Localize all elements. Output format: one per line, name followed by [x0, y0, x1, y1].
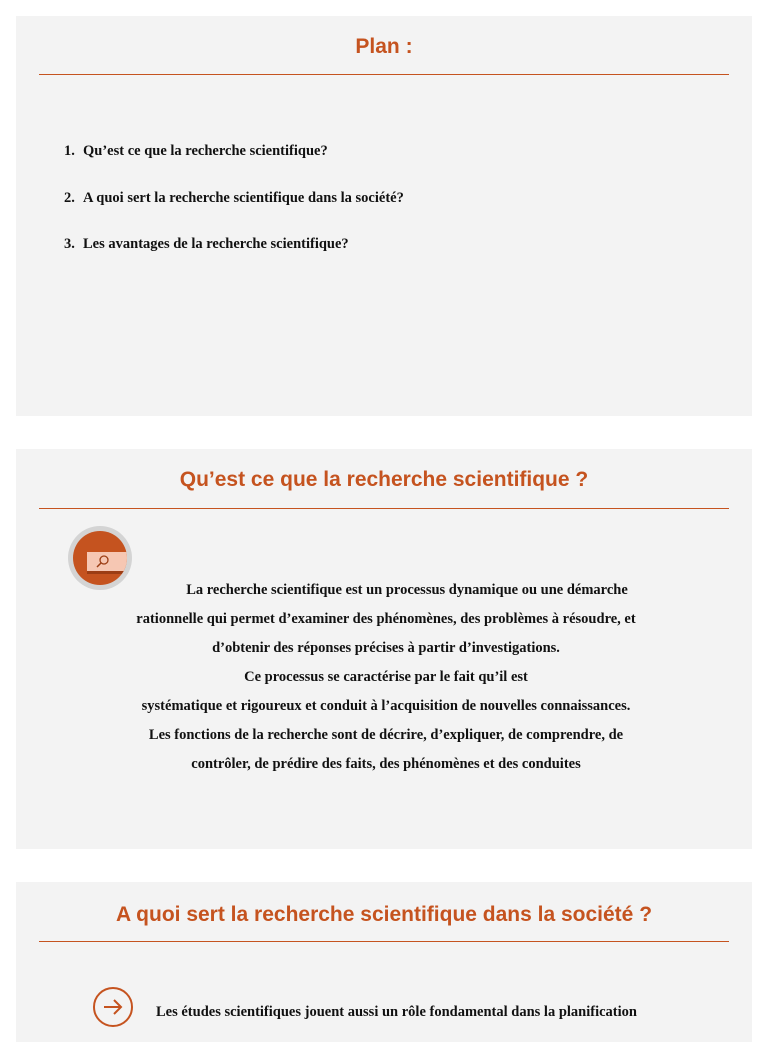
arrow-right-circle-icon	[92, 986, 134, 1028]
list-item	[64, 188, 404, 235]
slide-plan	[16, 16, 752, 416]
list-item-number: 1.	[64, 143, 75, 159]
text-line: rationnelle qui permet d’examiner des phénomènes, des problèmes à résoudre, et	[136, 611, 636, 627]
slide-society	[16, 882, 752, 1042]
definition-text	[56, 576, 716, 779]
text-line: contrôler, de prédire des faits, des phénomènes et des conduites	[191, 756, 581, 772]
slide-title: Plan :	[355, 35, 413, 58]
slide-title: Qu’est ce que la recherche scientifique ?	[179, 468, 589, 491]
plan-list	[64, 141, 404, 281]
text-line: d’obtenir des réponses précises à partir d’investigations.	[212, 640, 560, 656]
text-line: Ce processus se caractérise par le fait qu’il est	[244, 669, 528, 685]
text-line: La recherche scientifique est un processus dynamique ou une démarche	[186, 582, 628, 598]
list-item	[64, 234, 404, 281]
slide-definition	[16, 449, 752, 849]
list-item-number: 3.	[64, 236, 75, 252]
slide-title: A quoi sert la recherche scientifique dans la société ?	[115, 903, 653, 926]
list-item-text: Les avantages de la recherche scientifique?	[83, 236, 349, 252]
title-divider	[39, 508, 729, 509]
title-divider	[39, 74, 729, 75]
list-item-text: A quoi sert la recherche scientifique dans la société?	[83, 189, 404, 206]
list-item-number: 2.	[64, 189, 75, 206]
list-item-text: Qu’est ce que la recherche scientifique?	[83, 143, 328, 159]
text-line: Les fonctions de la recherche sont de décrire, d’expliquer, de comprendre, de	[148, 727, 624, 743]
list-item	[64, 141, 404, 188]
text-line: systématique et rigoureux et conduit à l’acquisition de nouvelles connaissances.	[141, 698, 631, 714]
title-divider	[39, 941, 729, 942]
society-text: Les études scientifiques jouent aussi un rôle fondamental dans la planification	[156, 1004, 637, 1020]
